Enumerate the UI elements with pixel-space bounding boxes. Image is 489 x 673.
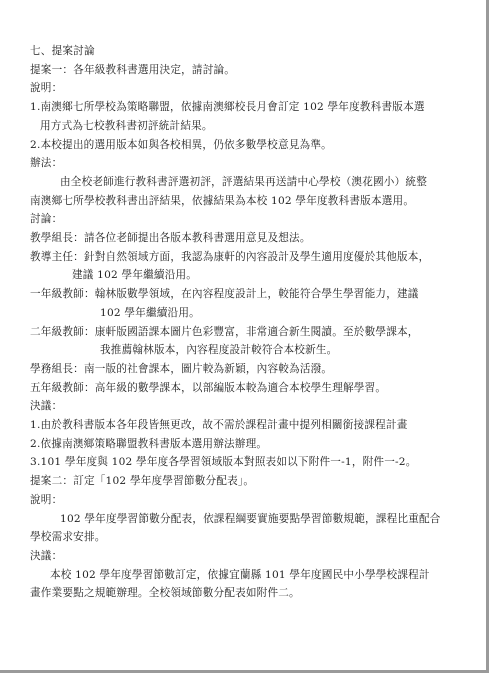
resolution-item-3: 3.101 學年度與 102 學年度各學習領域版本對照表如以下附件一-1，附件一-2。 <box>30 456 417 469</box>
resolution-label: 決議： <box>30 549 63 562</box>
method-text-cont: 南澳鄉七所學校教科書出評結果，依據結果為本校 102 學年度教科書版本選用。 <box>30 194 415 207</box>
method-text: 由全校老師進行教科書評選初評，評選結果再送請中心學校（澳花國小）統整 <box>60 175 427 188</box>
discussion-entry: 學務組長：南一版的社會課本，圖片較為新穎，內容較為活潑。 <box>30 362 333 375</box>
resolution-label: 決議： <box>30 400 63 413</box>
discussion-entry: 教導主任：針對自然領域方面，我認為康軒的內容設計及學生適用度優於其他版本， <box>30 250 430 263</box>
method-label: 辦法： <box>30 157 63 170</box>
proposal-2-title: 提案二：訂定「102 學年度學習節數分配表」。 <box>30 475 255 488</box>
explanation-label: 說明： <box>30 493 63 506</box>
explanation-text-cont: 學校需求安排。 <box>30 531 106 544</box>
discussion-entry-cont: 建議 102 學年繼續沿用。 <box>72 269 198 282</box>
resolution-text-cont: 畫作業要點之規範辦理。全校領域節數分配表如附件二。 <box>30 587 300 600</box>
discussion-entry: 一年級教師：翰林版數學領域，在內容程度設計上，較能符合學生學習能力，建議 <box>30 288 419 301</box>
discussion-entry: 二年級教師：康軒版國語課本圖片色彩豐富，非常適合新生閱讀。至於數學課本， <box>30 325 419 338</box>
discussion-label: 討論： <box>30 213 63 226</box>
document-body <box>30 42 460 603</box>
explanation-item-2: 2.本校提出的選用版本如與各校相異，仍依多數學校意見為準。 <box>30 138 332 151</box>
explanation-text: 102 學年度學習節數分配表，依課程綱要實施要點學習節數規範，課程比重配合 <box>60 512 441 525</box>
resolution-item-1: 1.由於教科書版本各年段皆無更改，故不需於課程計畫中提列相關銜接課程計畫 <box>30 419 408 432</box>
proposal-1-title: 提案一：各年級教科書選用決定，請討論。 <box>30 63 236 76</box>
discussion-entry: 五年級教師：高年級的數學課本，以部編版本較為適合本校學生理解學習。 <box>30 381 387 394</box>
explanation-item-1-cont: 用方式為七校教科書初評統計結果。 <box>40 119 213 132</box>
discussion-entry-cont: 102 學年繼續沿用。 <box>100 306 200 319</box>
discussion-entry-cont: 我推薦翰林版本，內容程度設計較符合本校新生。 <box>100 344 338 357</box>
explanation-item-1: 1.南澳鄉七所學校為策略聯盟，依據南澳鄉校長月會訂定 102 學年度教科書版本選 <box>30 101 425 114</box>
discussion-entry: 教學組長：請各位老師提出各版本教科書選用意見及想法。 <box>30 232 311 245</box>
resolution-item-2: 2.依據南澳鄉策略聯盟教科書版本選用辦法辦理。 <box>30 437 268 450</box>
explanation-label: 說明： <box>30 82 63 95</box>
section-heading: 七、提案討論 <box>30 45 95 57</box>
resolution-text: 本校 102 學年度學習節數訂定，依據宜蘭縣 101 學年度國民中小學學校課程計 <box>50 568 430 581</box>
